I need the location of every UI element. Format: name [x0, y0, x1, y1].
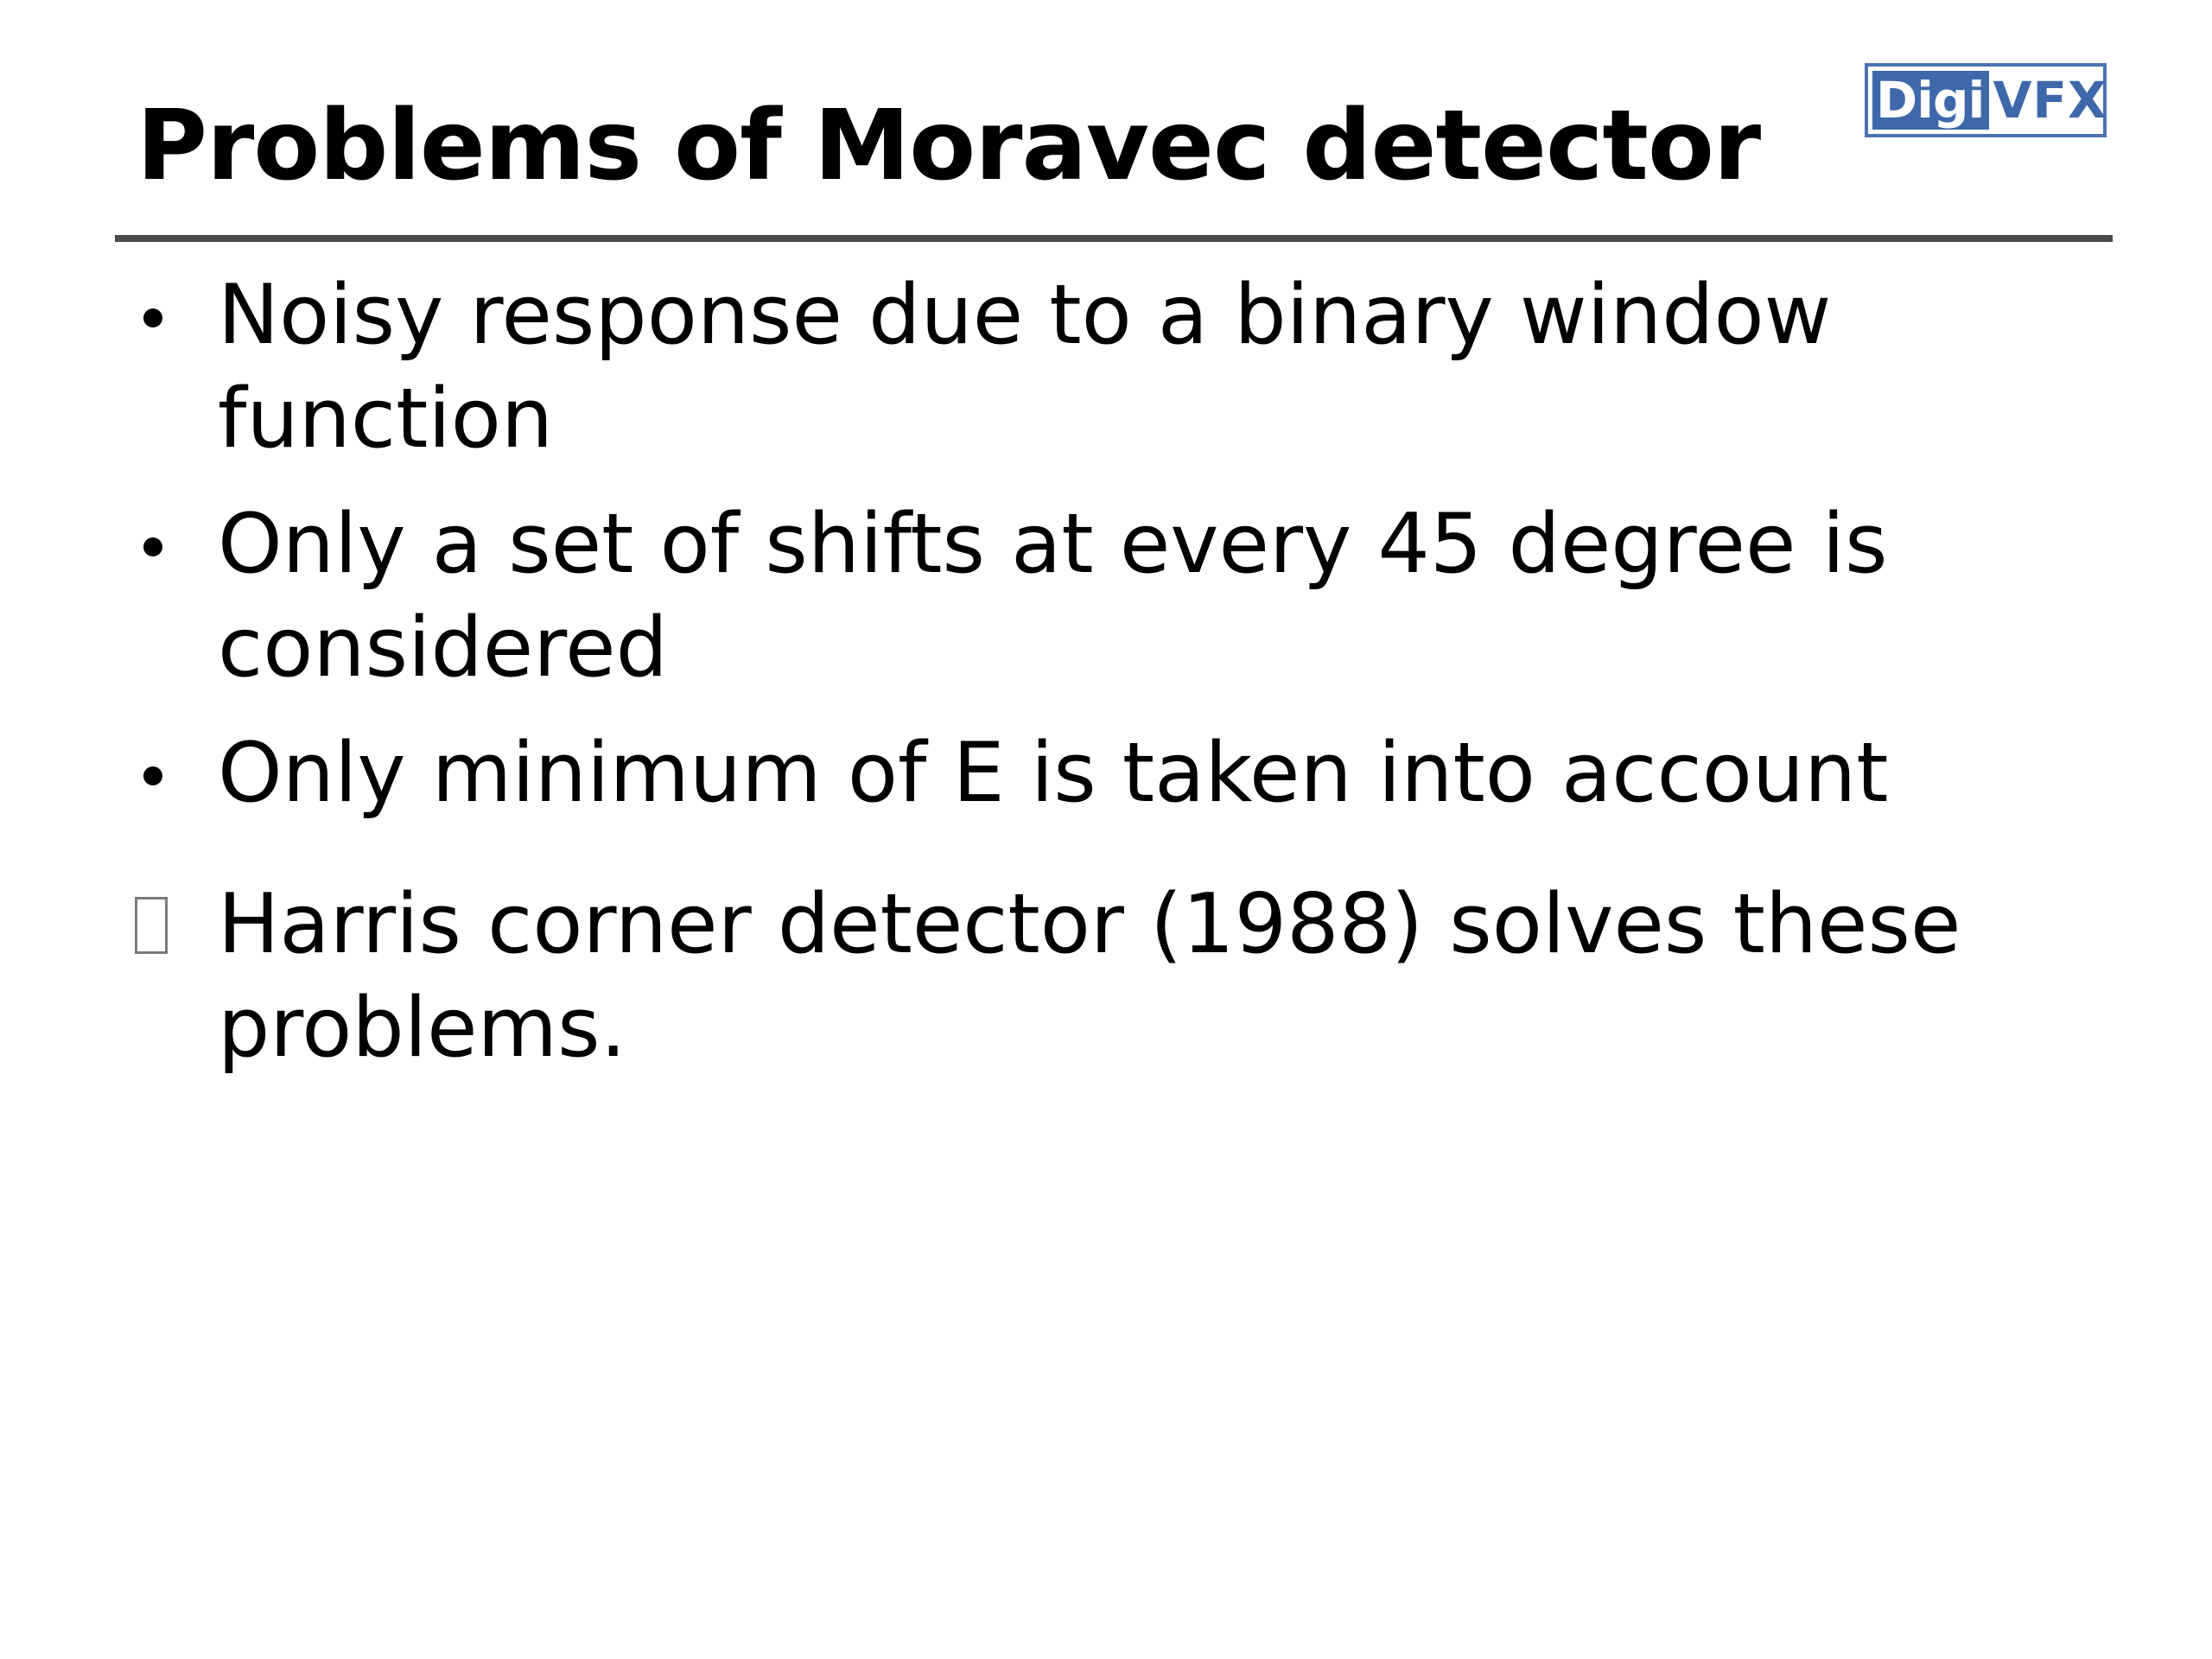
- digivfx-logo: [1865, 63, 2107, 137]
- list-item: [137, 264, 2124, 471]
- bullet-list: [137, 264, 2124, 847]
- slide-title: Problems of Moravec detector: [137, 90, 1761, 202]
- conclusion-text: Harris corner detector (1988) solves these problems.: [218, 877, 1961, 1076]
- logo-digi-text: Digi: [1872, 71, 1989, 130]
- bullet-dot-icon: [143, 308, 162, 327]
- list-item: [137, 721, 2124, 825]
- title-divider: [115, 235, 2113, 242]
- conclusion-item: [137, 873, 2124, 1080]
- bullet-dot-icon: [143, 766, 162, 785]
- bullet-dot-icon: [143, 537, 162, 556]
- bullet-text: Noisy response due to a binary window function: [218, 268, 1832, 467]
- missing-glyph-arrow-icon: [135, 897, 168, 954]
- logo-vfx-text: VFX: [1993, 71, 2107, 130]
- bullet-text: Only minimum of E is taken into account: [218, 726, 1889, 821]
- list-item: [137, 493, 2124, 700]
- bullet-text: Only a set of shifts at every 45 degree is considered: [218, 497, 1888, 696]
